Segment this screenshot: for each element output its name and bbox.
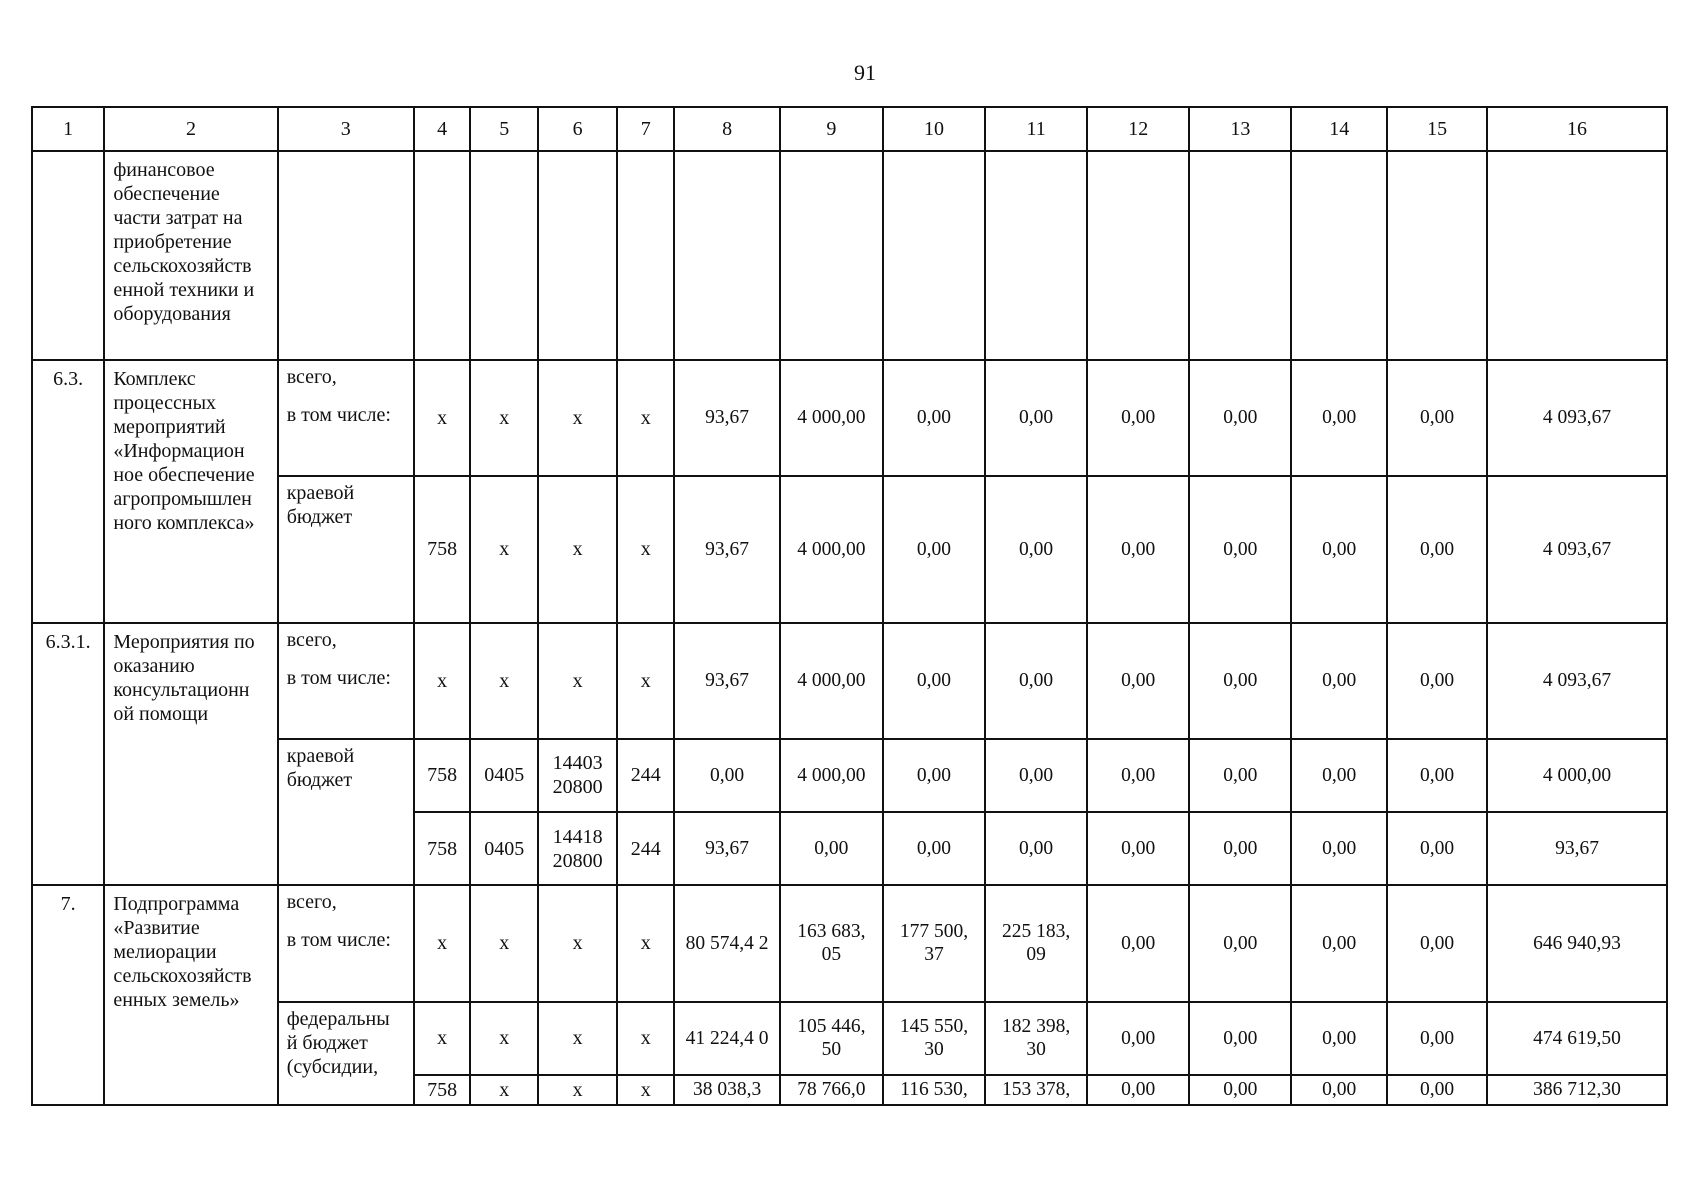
funding-source [278,476,414,622]
amount-cell: 0,00 [1387,885,1487,1001]
code-cell: х [538,1002,617,1075]
amount-cell: 0,00 [1387,812,1487,885]
table-row [32,739,1667,812]
code-cell: х [617,1075,674,1105]
amount-cell: 0,00 [1387,739,1487,812]
amount-cell: 0,00 [1189,476,1291,622]
amount-cell: 0,00 [1387,623,1487,739]
amount-cell: 4 000,00 [1487,739,1667,812]
amount-cell: 0,00 [985,739,1087,812]
row-index: 6.3. [32,360,104,623]
row-index: 7. [32,885,104,1105]
amount-cell: 0,00 [1189,885,1291,1001]
header-cell: 3 [278,107,414,151]
code-cell: 244 [617,739,674,812]
amount-cell: 116 530, [883,1075,985,1105]
funding-source [278,360,414,476]
header-cell: 2 [104,107,277,151]
amount-cell: 105 446, 50 [780,1002,883,1075]
header-cell: 1 [32,107,104,151]
funding-source-line: всего, [286,891,337,914]
empty-cell [985,151,1087,360]
code-cell: х [617,476,674,622]
funding-source-line: в том числе: [286,929,391,952]
code-cell: х [414,360,470,476]
amount-cell: 0,00 [1087,885,1189,1001]
row-name: Подпрограмма «Развитие мелиорации сельскохозяйств енных земель» [104,885,277,1105]
empty-cell [470,151,538,360]
amount-cell: 4 000,00 [780,623,883,739]
amount-cell: 0,00 [1291,1075,1387,1105]
funding-source-line: в том числе: [286,666,391,689]
amount-cell: 4 093,67 [1487,623,1667,739]
amount-cell: 78 766,0 [780,1075,883,1105]
amount-cell: 0,00 [1087,623,1189,739]
table-row [32,476,1667,622]
empty-cell [674,151,779,360]
code-cell: х [470,885,538,1001]
column-number-row [32,107,1667,151]
empty-cell [780,151,883,360]
amount-cell: 0,00 [883,476,985,622]
header-cell: 8 [674,107,779,151]
amount-cell: 145 550, 30 [883,1002,985,1075]
table-row [32,1002,1667,1075]
code-cell: х [617,360,674,476]
amount-cell: 0,00 [985,360,1087,476]
amount-cell: 0,00 [1189,623,1291,739]
header-cell: 15 [1387,107,1487,151]
empty-cell [617,151,674,360]
funding-source-line: в том числе: [286,403,391,426]
table-row [32,360,1667,476]
funding-source-line: всего, [286,628,337,651]
amount-cell: 0,00 [1291,476,1387,622]
amount-cell: 0,00 [1189,812,1291,885]
amount-cell: 646 940,93 [1487,885,1667,1001]
code-cell: 0405 [470,812,538,885]
header-cell: 14 [1291,107,1387,151]
amount-cell: 0,00 [1387,1075,1487,1105]
code-cell: 758 [414,1075,470,1105]
amount-cell: 0,00 [1291,739,1387,812]
amount-cell: 0,00 [1189,360,1291,476]
spacer [287,652,405,666]
funding-source [278,623,414,739]
amount-cell: 0,00 [1291,360,1387,476]
amount-cell: 0,00 [1189,1002,1291,1075]
code-cell: х [470,1075,538,1105]
amount-cell: 4 093,67 [1487,360,1667,476]
empty-cell [278,151,414,360]
empty-cell [883,151,985,360]
empty-cell [1387,151,1487,360]
amount-cell: 93,67 [674,476,779,622]
code-cell: х [414,1002,470,1075]
header-cell: 12 [1087,107,1189,151]
empty-cell [1487,151,1667,360]
amount-cell: 0,00 [780,812,883,885]
amount-cell: 177 500, 37 [883,885,985,1001]
header-cell: 11 [985,107,1087,151]
empty-cell [414,151,470,360]
spacer [287,914,405,928]
row-name: Комплекс процессных мероприятий «Информацион ное обеспечение агропромышлен ного комплекса» [104,360,277,623]
code-cell: х [538,360,617,476]
code-cell: х [538,476,617,622]
amount-cell: 4 000,00 [780,739,883,812]
amount-cell: 0,00 [1189,1075,1291,1105]
amount-cell: 0,00 [985,476,1087,622]
amount-cell: 80 574,4 2 [674,885,779,1001]
amount-cell: 4 093,67 [1487,476,1667,622]
budget-table [31,106,1668,1106]
amount-cell: 0,00 [1387,476,1487,622]
code-cell: х [414,885,470,1001]
code-cell: 14418 20800 [538,812,617,885]
name-cell: финансовое обеспечение части затрат на приобретение сельскохозяйств енной техники и оборудования [104,151,277,360]
continuation-row [32,151,1667,360]
amount-cell: 41 224,4 0 [674,1002,779,1075]
amount-cell: 0,00 [1291,812,1387,885]
header-cell: 5 [470,107,538,151]
empty-cell [1087,151,1189,360]
amount-cell: 0,00 [1087,476,1189,622]
code-cell: х [414,623,470,739]
empty-cell [1189,151,1291,360]
amount-cell: 0,00 [1087,360,1189,476]
funding-source [278,739,414,885]
code-cell: х [617,1002,674,1075]
empty-cell [1291,151,1387,360]
amount-cell: 386 712,30 [1487,1075,1667,1105]
code-cell: х [617,885,674,1001]
amount-cell: 0,00 [985,812,1087,885]
code-cell: х [538,1075,617,1105]
funding-source-line: краевой бюджет [286,482,355,529]
funding-source-line: всего, [286,365,337,388]
amount-cell: 0,00 [883,739,985,812]
amount-cell: 0,00 [1387,360,1487,476]
amount-cell: 0,00 [1087,739,1189,812]
funding-source [278,885,414,1001]
header-cell: 6 [538,107,617,151]
funding-source-line: краевой бюджет [286,744,355,791]
amount-cell: 0,00 [1087,1002,1189,1075]
amount-cell: 182 398, 30 [985,1002,1087,1075]
header-cell: 4 [414,107,470,151]
amount-cell: 0,00 [883,360,985,476]
funding-source [278,1002,414,1105]
row-index: 6.3.1. [32,623,104,886]
amount-cell: 0,00 [1291,623,1387,739]
header-cell: 16 [1487,107,1667,151]
amount-cell: 0,00 [883,623,985,739]
spacer [287,389,405,403]
amount-cell: 0,00 [1387,1002,1487,1075]
page-number: 91 [854,60,876,85]
amount-cell: 153 378, [985,1075,1087,1105]
index-cell [32,151,104,360]
code-cell: 758 [414,739,470,812]
amount-cell: 0,00 [674,739,779,812]
amount-cell: 0,00 [1189,739,1291,812]
code-cell: х [538,885,617,1001]
code-cell: х [617,623,674,739]
amount-cell: 93,67 [674,360,779,476]
amount-cell: 93,67 [674,623,779,739]
header-cell: 10 [883,107,985,151]
code-cell: 758 [414,812,470,885]
amount-cell: 474 619,50 [1487,1002,1667,1075]
amount-cell: 4 000,00 [780,360,883,476]
code-cell: 0405 [470,739,538,812]
table-row [32,885,1667,1001]
code-cell: 14403 20800 [538,739,617,812]
amount-cell: 93,67 [1487,812,1667,885]
empty-cell [538,151,617,360]
code-cell: х [470,623,538,739]
code-cell: х [538,623,617,739]
amount-cell: 163 683, 05 [780,885,883,1001]
code-cell: 244 [617,812,674,885]
amount-cell: 0,00 [985,623,1087,739]
row-name: Мероприятия по оказанию консультационн ой помощи [104,623,277,886]
header-cell: 9 [780,107,883,151]
amount-cell: 0,00 [883,812,985,885]
header-cell: 7 [617,107,674,151]
amount-cell: 0,00 [1291,1002,1387,1075]
amount-cell: 4 000,00 [780,476,883,622]
amount-cell: 93,67 [674,812,779,885]
code-cell: 758 [414,476,470,622]
amount-cell: 0,00 [1087,1075,1189,1105]
amount-cell: 0,00 [1291,885,1387,1001]
code-cell: х [470,1002,538,1075]
header-cell: 13 [1189,107,1291,151]
amount-cell: 0,00 [1087,812,1189,885]
code-cell: х [470,476,538,622]
funding-source-line: федеральны й бюджет (субсидии, [286,1007,390,1078]
table-row [32,623,1667,739]
code-cell: х [470,360,538,476]
amount-cell: 225 183, 09 [985,885,1087,1001]
amount-cell: 38 038,3 [674,1075,779,1105]
